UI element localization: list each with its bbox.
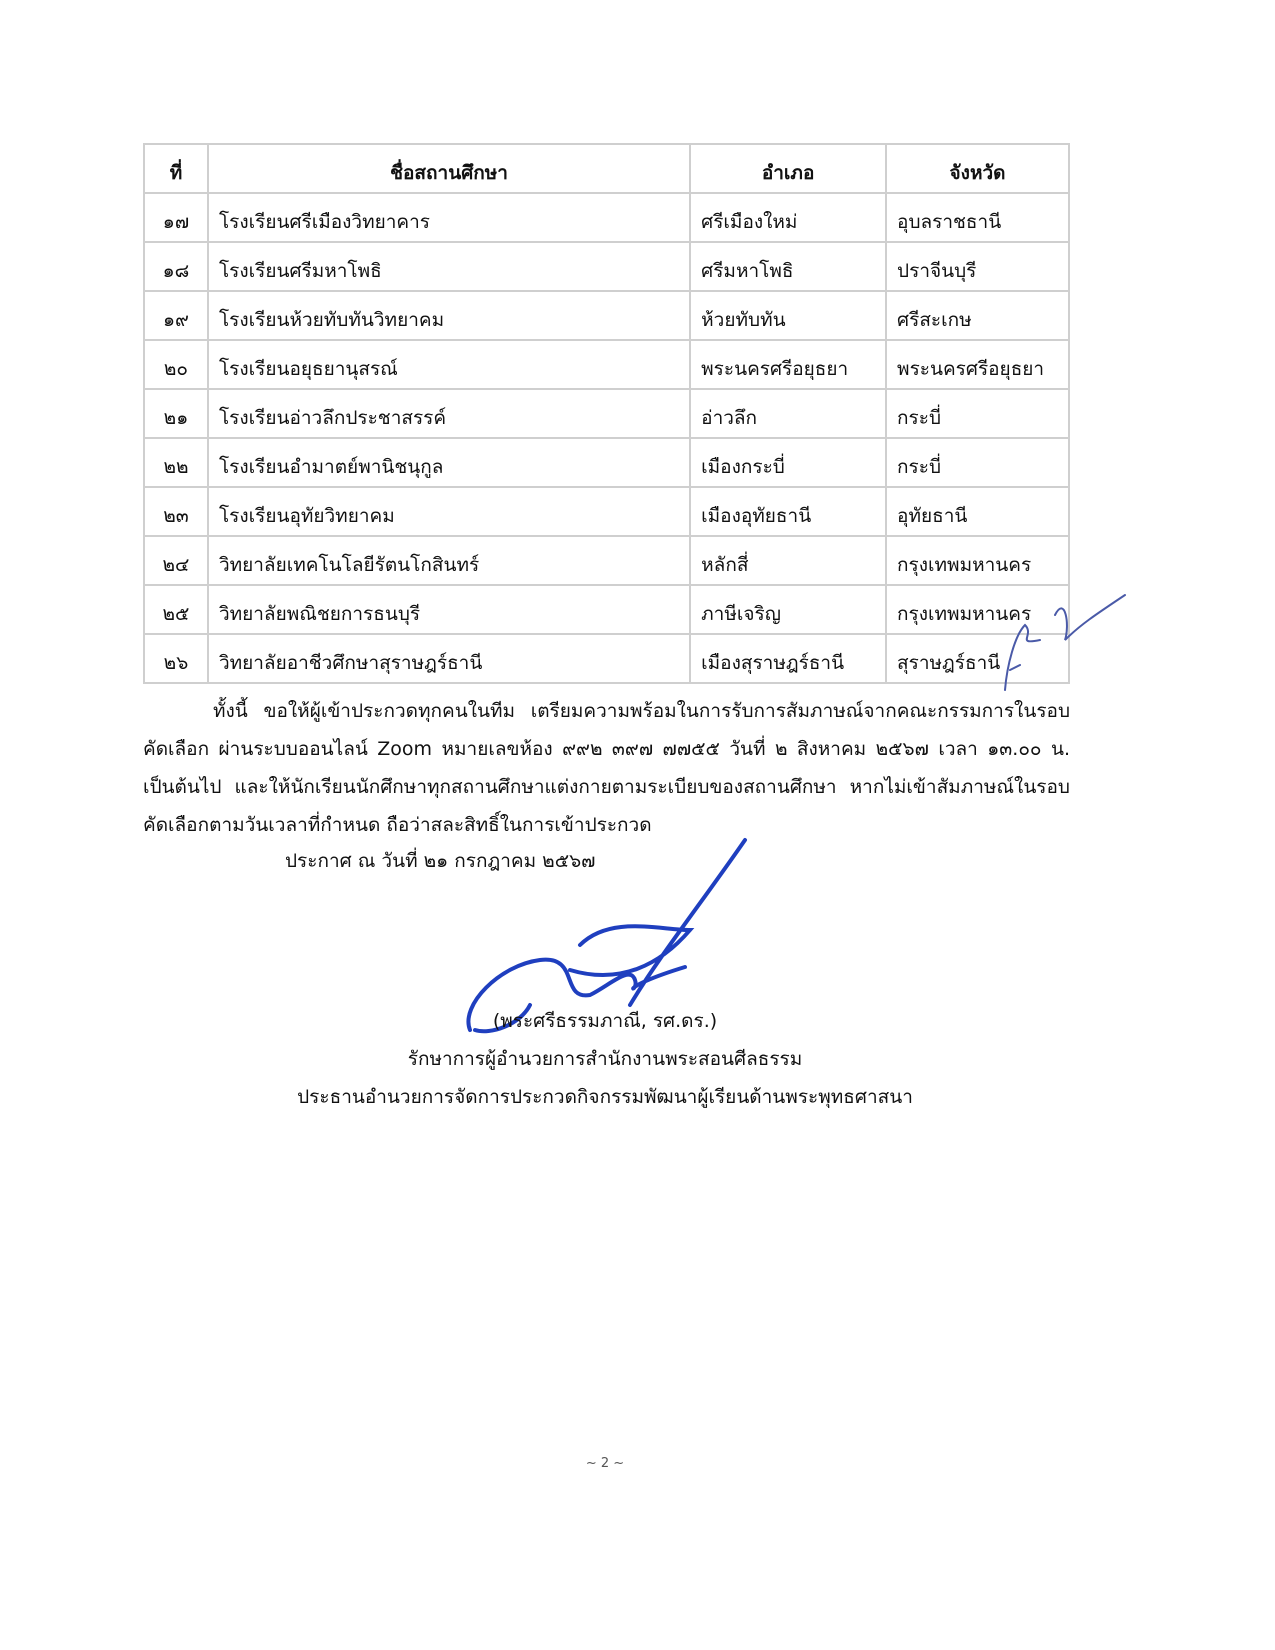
cell-school: โรงเรียนศรีมหาโพธิ [208,242,690,291]
signer-title-1: รักษาการผู้อำนวยการสำนักงานพระสอนศีลธรรม [407,1048,803,1070]
announce-date: ประกาศ ณ วันที่ ๒๑ กรกฎาคม ๒๕๖๗ [285,850,596,872]
cell-district: อ่าวลึก [690,389,886,438]
table-row [144,193,1069,242]
cell-no: ๒๐ [144,340,208,389]
cell-district: ห้วยทับทัน [690,291,886,340]
paragraph-text: ทั้งนี้ ขอให้ผู้เข้าประกวดทุกคนในทีม เตรียมความพร้อมในการรับการสัมภาษณ์จากคณะกรรมการในรอบคัดเลือก ผ่านระบบออนไลน์ Zoom หมายเลขห้อง ๙๙๒ ๓๙๗ ๗๗๕๕ วันที่ ๒ สิงหาคม ๒๕๖๗ เวลา ๑๓.๐๐ น. เป็นต้นไป และให้นักเรียนนักศึกษาทุกสถานศึกษาแต่งกายตามระเบียบของสถานศึกษา หากไม่เข้าสัมภาษณ์ในรอบคัดเลือกตามวันเวลาที่กำหนด ถือว่าสละสิทธิ์ในการเข้าประกวด [143,700,1070,836]
signer-title-2: ประธานอำนวยการจัดการประกวดกิจกรรมพัฒนาผู้เรียนด้านพระพุทธศาสนา [297,1086,913,1108]
table-row [144,389,1069,438]
cell-province: พระนครศรีอยุธยา [886,340,1069,389]
cell-no: ๑๙ [144,291,208,340]
cell-no: ๒๑ [144,389,208,438]
table-row [144,487,1069,536]
cell-school: โรงเรียนอ่าวลึกประชาสรรค์ [208,389,690,438]
table-row [144,585,1069,634]
cell-school: โรงเรียนอยุธยานุสรณ์ [208,340,690,389]
cell-province: กรุงเทพมหานคร [886,585,1069,634]
cell-district: เมืองสุราษฎร์ธานี [690,634,886,683]
cell-no: ๒๓ [144,487,208,536]
cell-school: โรงเรียนอุทัยวิทยาคม [208,487,690,536]
table-row [144,536,1069,585]
cell-no: ๑๗ [144,193,208,242]
cell-province: กรุงเทพมหานคร [886,536,1069,585]
signature-block [0,1002,1210,1116]
header-no: ที่ [144,144,208,193]
cell-district: หลักสี่ [690,536,886,585]
cell-district: เมืองอุทัยธานี [690,487,886,536]
cell-school: วิทยาลัยเทคโนโลยีรัตนโกสินทร์ [208,536,690,585]
cell-no: ๒๕ [144,585,208,634]
signer-name: (พระศรีธรรมภาณี, รศ.ดร.) [492,1010,718,1032]
cell-school: วิทยาลัยพณิชยการธนบุรี [208,585,690,634]
cell-school: โรงเรียนห้วยทับทันวิทยาคม [208,291,690,340]
cell-school: โรงเรียนอำมาตย์พานิชนุกูล [208,438,690,487]
cell-province: กระบี่ [886,438,1069,487]
cell-district: เมืองกระบี่ [690,438,886,487]
cell-district: ศรีมหาโพธิ [690,242,886,291]
table-row [144,438,1069,487]
cell-district: พระนครศรีอยุธยา [690,340,886,389]
cell-no: ๒๒ [144,438,208,487]
header-province: จังหวัด [886,144,1069,193]
instruction-paragraph [143,692,1070,844]
cell-no: ๒๖ [144,634,208,683]
cell-province: อุบลราชธานี [886,193,1069,242]
cell-school: โรงเรียนศรีเมืองวิทยาคาร [208,193,690,242]
cell-school: วิทยาลัยอาชีวศึกษาสุราษฎร์ธานี [208,634,690,683]
table-row [144,242,1069,291]
table-header-row [144,144,1069,193]
school-table [143,143,1070,684]
cell-province: ศรีสะเกษ [886,291,1069,340]
page-number: ~ 2 ~ [585,1456,625,1471]
cell-no: ๒๔ [144,536,208,585]
cell-province: กระบี่ [886,389,1069,438]
table-row [144,291,1069,340]
cell-province: อุทัยธานี [886,487,1069,536]
table-row [144,634,1069,683]
cell-no: ๑๘ [144,242,208,291]
cell-province: ปราจีนบุรี [886,242,1069,291]
cell-province: สุราษฎร์ธานี [886,634,1069,683]
table-row [144,340,1069,389]
cell-district: ภาษีเจริญ [690,585,886,634]
cell-district: ศรีเมืองใหม่ [690,193,886,242]
header-school: ชื่อสถานศึกษา [208,144,690,193]
header-district: อำเภอ [690,144,886,193]
